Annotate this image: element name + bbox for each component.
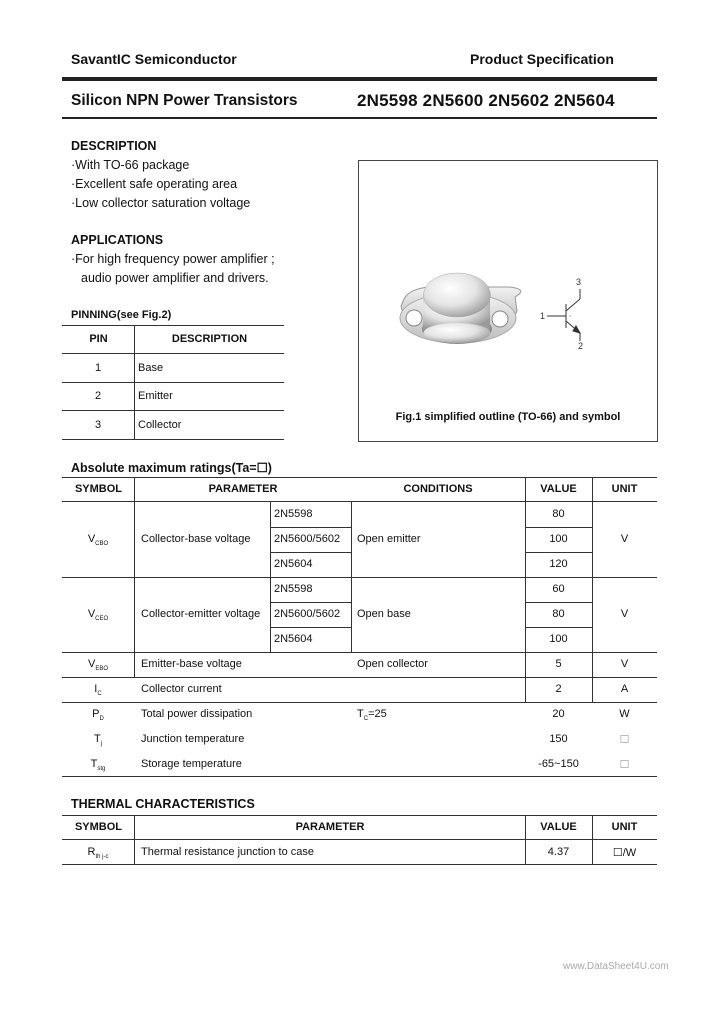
table-rule bbox=[134, 477, 135, 577]
table-rule bbox=[62, 677, 657, 678]
thermal-col-unit: UNIT bbox=[611, 821, 638, 833]
applications-item: audio power amplifier and drivers. bbox=[81, 271, 269, 285]
part-number: 2N5604 bbox=[274, 558, 313, 570]
product-line: Silicon NPN Power Transistors bbox=[71, 92, 298, 109]
thermal-col-parameter: PARAMETER bbox=[295, 821, 365, 833]
table-rule bbox=[62, 702, 657, 703]
table-rule bbox=[525, 627, 592, 628]
part-numbers: 2N5598 2N5600 2N5602 2N5604 bbox=[357, 91, 615, 110]
abs-max-heading: Absolute maximum ratings(Ta=☐) bbox=[71, 461, 272, 475]
col-unit: UNIT bbox=[611, 483, 638, 495]
table-rule bbox=[270, 552, 351, 553]
param-tj: Junction temperature bbox=[141, 733, 245, 745]
part-number: 2N5604 bbox=[274, 633, 313, 645]
table-rule bbox=[62, 652, 657, 653]
pinning-rule bbox=[62, 410, 284, 411]
col-value: VALUE bbox=[540, 483, 577, 495]
value: 80 bbox=[552, 508, 565, 520]
value: 5 bbox=[555, 658, 562, 670]
unit: W bbox=[619, 708, 630, 720]
col-symbol: SYMBOL bbox=[74, 483, 123, 495]
unit: V bbox=[620, 608, 629, 620]
pinning-rule bbox=[134, 325, 135, 439]
pin-description: Collector bbox=[138, 419, 182, 431]
npn-symbol-icon bbox=[547, 289, 580, 341]
description-item: ·Excellent safe operating area bbox=[71, 177, 238, 191]
param-vcbo: Collector-base voltage bbox=[141, 533, 251, 545]
value: 100 bbox=[549, 533, 568, 545]
watermark: www.DataSheet4U.com bbox=[563, 961, 669, 972]
title-rule bbox=[62, 117, 657, 119]
symbol-rth: $R_{th j-c}$ bbox=[87, 846, 109, 861]
pin-number: 2 bbox=[94, 390, 102, 402]
symbol-pd: $P_D$ bbox=[92, 708, 104, 723]
table-rule bbox=[134, 577, 135, 677]
value: 120 bbox=[549, 558, 568, 570]
value: 150 bbox=[549, 733, 568, 745]
table-rule bbox=[270, 527, 351, 528]
doc-type: Product Specification bbox=[470, 51, 614, 67]
cond-pd: $T_C=25$ bbox=[357, 708, 387, 723]
table-rule bbox=[270, 602, 351, 603]
value: -65~150 bbox=[538, 758, 579, 770]
table-rule bbox=[62, 839, 657, 840]
table-rule bbox=[351, 577, 352, 653]
cond-vceo: Open base bbox=[357, 608, 411, 620]
table-rule bbox=[62, 577, 657, 578]
table-rule bbox=[270, 501, 271, 577]
symbol-vebo: $V_{EBO}$ bbox=[87, 658, 108, 673]
part-number: 2N5600/5602 bbox=[274, 533, 341, 545]
thermal-col-symbol: SYMBOL bbox=[74, 821, 123, 833]
part-number: 2N5598 bbox=[274, 583, 313, 595]
figure-box bbox=[358, 160, 658, 442]
company-name: SavantIC Semiconductor bbox=[71, 51, 237, 67]
part-number: 2N5600/5602 bbox=[274, 608, 341, 620]
table-rule bbox=[62, 501, 657, 502]
unit: A bbox=[620, 683, 629, 695]
symbol-label-emitter: 2 bbox=[578, 341, 584, 351]
value: 4.37 bbox=[547, 846, 570, 858]
table-rule bbox=[351, 501, 352, 577]
header-rule bbox=[62, 77, 657, 81]
unit: ☐ bbox=[619, 734, 630, 746]
applications-item: ·For high frequency power amplifier ; bbox=[71, 252, 275, 266]
table-rule bbox=[525, 527, 592, 528]
description-item: ·Low collector saturation voltage bbox=[71, 196, 251, 210]
symbol-vceo: $V_{CEO}$ bbox=[87, 608, 109, 623]
applications-heading: APPLICATIONS bbox=[71, 233, 164, 247]
part-number: 2N5598 bbox=[274, 508, 313, 520]
table-rule bbox=[270, 577, 271, 653]
pinning-col-pin: PIN bbox=[89, 333, 108, 345]
thermal-heading: THERMAL CHARACTERISTICS bbox=[71, 797, 255, 811]
pinning-rule bbox=[62, 353, 284, 354]
param-rth: Thermal resistance junction to case bbox=[141, 846, 315, 858]
param-tstg: Storage temperature bbox=[141, 758, 242, 770]
pinning-rule bbox=[62, 325, 284, 326]
table-rule bbox=[62, 864, 657, 865]
param-pd: Total power dissipation bbox=[141, 708, 253, 720]
figure-caption: Fig.1 simplified outline (TO-66) and symbol bbox=[395, 411, 621, 423]
param-ic: Collector current bbox=[141, 683, 222, 695]
to66-package-image bbox=[359, 161, 657, 441]
description-item: ·With TO-66 package bbox=[71, 158, 190, 172]
pin-description: Base bbox=[138, 362, 164, 374]
unit: ☐/W bbox=[612, 847, 637, 859]
value: 20 bbox=[552, 708, 565, 720]
pinning-rule bbox=[62, 382, 284, 383]
param-vebo: Emitter-base voltage bbox=[141, 658, 242, 670]
param-vceo: Collector-emitter voltage bbox=[141, 608, 261, 620]
value: 100 bbox=[549, 633, 568, 645]
pin-number: 1 bbox=[94, 362, 102, 374]
value: 2 bbox=[555, 683, 562, 695]
cond-vcbo: Open emitter bbox=[357, 533, 421, 545]
symbol-tj: $T_j$ bbox=[93, 733, 103, 748]
unit: V bbox=[620, 658, 629, 670]
table-rule bbox=[62, 776, 657, 777]
value: 60 bbox=[552, 583, 565, 595]
table-rule bbox=[62, 815, 657, 816]
description-heading: DESCRIPTION bbox=[71, 139, 157, 153]
table-rule bbox=[525, 602, 592, 603]
symbol-vcbo: $V_{CBO}$ bbox=[87, 533, 109, 548]
table-rule bbox=[525, 552, 592, 553]
col-parameter: PARAMETER bbox=[208, 483, 278, 495]
table-rule bbox=[270, 627, 351, 628]
unit: V bbox=[620, 533, 629, 545]
symbol-ic: $I_C$ bbox=[94, 683, 102, 698]
symbol-label-collector: 3 bbox=[576, 277, 582, 287]
thermal-col-value: VALUE bbox=[540, 821, 577, 833]
value: 80 bbox=[552, 608, 565, 620]
cond-vebo: Open collector bbox=[357, 658, 428, 670]
pin-description: Emitter bbox=[138, 390, 173, 402]
col-conditions: CONDITIONS bbox=[403, 483, 473, 495]
table-rule bbox=[62, 477, 657, 478]
symbol-tstg: $T_{stg}$ bbox=[90, 758, 106, 773]
unit: ☐ bbox=[619, 759, 630, 771]
pin-number: 3 bbox=[94, 419, 102, 431]
pinning-col-desc: DESCRIPTION bbox=[171, 333, 248, 345]
pinning-heading: PINNING(see Fig.2) bbox=[71, 309, 172, 321]
symbol-label-base: 1 bbox=[540, 311, 546, 321]
pinning-rule bbox=[62, 439, 284, 440]
